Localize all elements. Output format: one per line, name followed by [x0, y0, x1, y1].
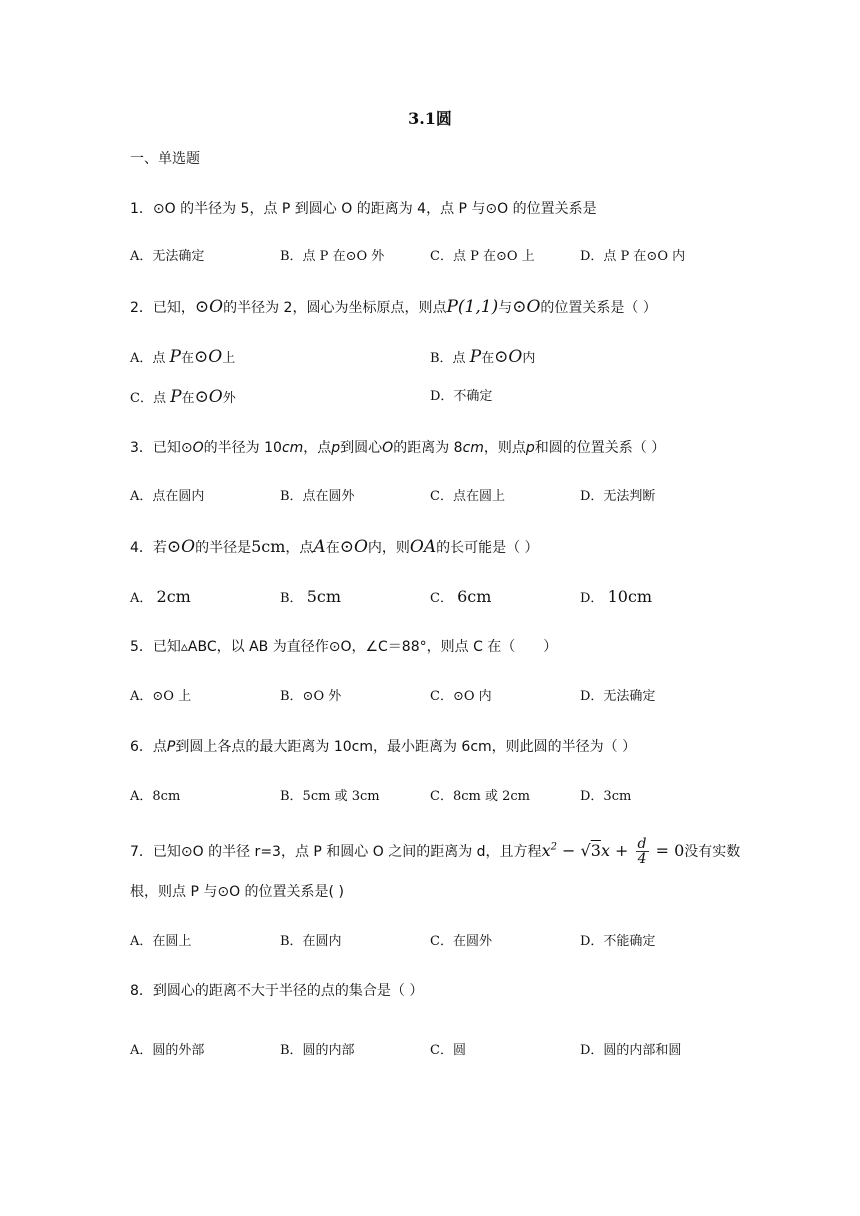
q2-option-c[interactable]: C．点 P在⊙O外	[130, 387, 236, 407]
q6-option-a[interactable]: A．8cm	[130, 789, 181, 804]
q4-option-d[interactable]: D． 10cm	[580, 587, 653, 606]
q4-option-b[interactable]: B． 5cm	[280, 587, 342, 606]
question-8: 8．到圆心的距离不大于半径的点的集合是（ ）	[130, 983, 424, 999]
circle-o-symbol: ⊙O	[194, 297, 224, 317]
q8-option-c[interactable]: C．圆	[430, 1043, 466, 1058]
question-4: 4．若⊙O的半径是5cm，点A在⊙O内，则OA的长可能是（ ）	[130, 537, 539, 557]
quadratic-equation: $x^2 - √3x$ + $\frac{d}{4}$ = 0	[541, 836, 685, 867]
q1-option-a[interactable]: A．无法确定	[130, 249, 205, 264]
q3-option-d[interactable]: D．无法判断	[580, 489, 656, 504]
page-title: 3.1圆	[408, 109, 452, 128]
question-6: 6．点P到圆上各点的最大距离为 10cm，最小距离为 6cm，则此圆的半径为（ ）	[130, 739, 637, 755]
q3-option-a[interactable]: A．点在圆内	[130, 489, 205, 504]
q1-option-b[interactable]: B．点 P 在⊙O 外	[280, 249, 385, 264]
question-7-line-2: 根，则点 P 与⊙O 的位置关系是( )	[130, 884, 344, 900]
q8-option-d[interactable]: D．圆的内部和圆	[580, 1043, 682, 1058]
q6-option-c[interactable]: C．8cm 或 2cm	[430, 789, 530, 804]
q5-option-b[interactable]: B．⊙O 外	[280, 689, 342, 704]
q7-option-b[interactable]: B．在圆内	[280, 934, 342, 949]
q5-option-d[interactable]: D．无法确定	[580, 689, 656, 704]
q7-option-a[interactable]: A．在圆上	[130, 934, 192, 949]
q8-option-a[interactable]: A．圆的外部	[130, 1043, 205, 1058]
q4-option-c[interactable]: C． 6cm	[430, 587, 492, 606]
q2-option-a[interactable]: A．点 P在⊙O上	[130, 347, 236, 367]
q2-option-d[interactable]: D．不确定	[430, 389, 493, 404]
q1-option-d[interactable]: D．点 P 在⊙O 内	[580, 249, 686, 264]
q7-option-d[interactable]: D．不能确定	[580, 934, 656, 949]
question-2: 2．已知，⊙O的半径为 2，圆心为坐标原点，则点P(1,1)与⊙O的位置关系是（ ）	[130, 297, 657, 317]
point-p-coordinates: P(1,1)	[446, 297, 499, 317]
question-7: 7．已知⊙O 的半径 r=3，点 P 和圆心 O 之间的距离为 d，且方程$x^2 - √3x$ + $\frac{d}{4}$ = 0没有实数	[130, 836, 741, 867]
q6-option-d[interactable]: D．3cm	[580, 789, 632, 804]
q7-option-c[interactable]: C．在圆外	[430, 934, 492, 949]
q4-option-a[interactable]: A． 2cm	[130, 587, 191, 606]
q6-option-b[interactable]: B．5cm 或 3cm	[280, 789, 380, 804]
q3-option-c[interactable]: C．点在圆上	[430, 489, 505, 504]
section-heading: 一、单选题	[130, 151, 200, 167]
q8-option-b[interactable]: B．圆的内部	[280, 1043, 355, 1058]
q3-option-b[interactable]: B．点在圆外	[280, 489, 355, 504]
q5-option-c[interactable]: C．⊙O 内	[430, 689, 492, 704]
q2-option-b[interactable]: B．点 P在⊙O内	[430, 347, 536, 367]
circle-o-symbol: ⊙O	[512, 297, 541, 317]
question-5: 5．已知▵ABC，以 AB 为直径作⊙O，∠C＝88°，则点 C 在（ ）	[130, 639, 558, 655]
question-3: 3．已知⊙O的半径为 10cm，点p到圆心O的距离为 8cm，则点p和圆的位置关系（ ）	[130, 440, 666, 456]
question-1: 1．⊙O 的半径为 5，点 P 到圆心 O 的距离为 4，点 P 与⊙O 的位置关系是	[130, 201, 597, 217]
q5-option-a[interactable]: A．⊙O 上	[130, 689, 192, 704]
q1-option-c[interactable]: C．点 P 在⊙O 上	[430, 249, 535, 264]
